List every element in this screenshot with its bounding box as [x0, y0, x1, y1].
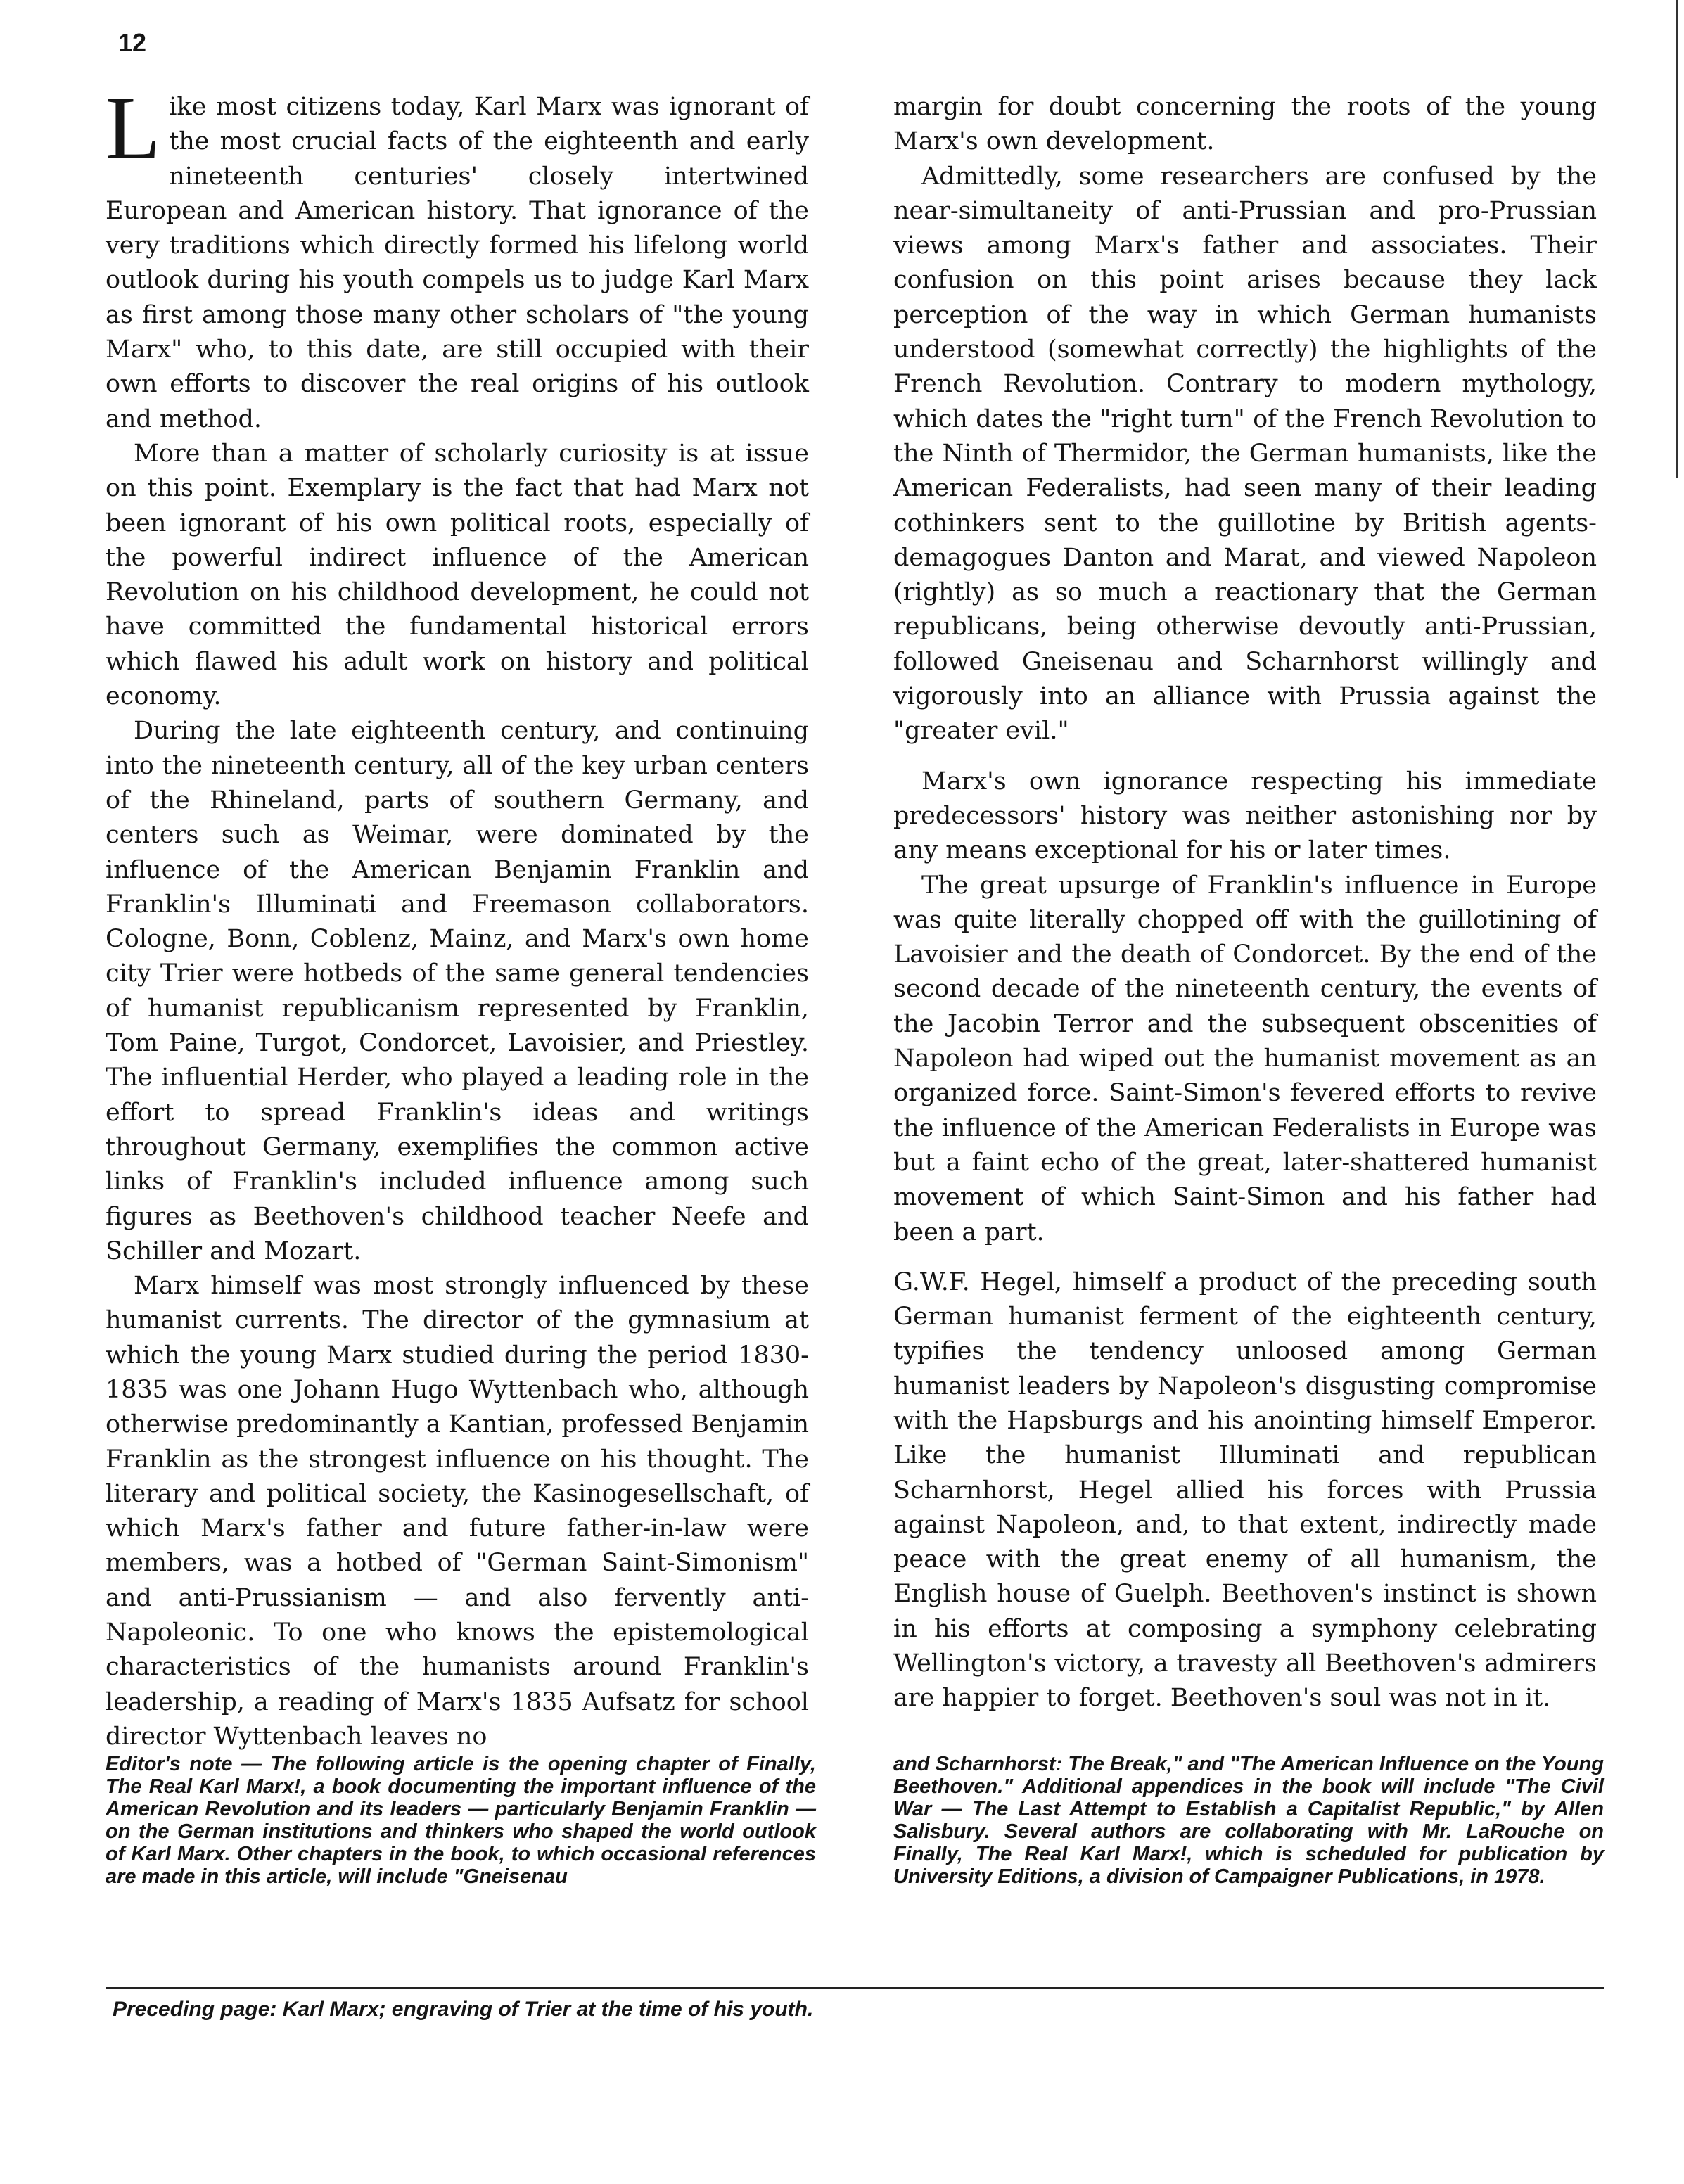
article-column-left — [106, 78, 810, 1754]
article-paragraph: margin for doubt concerning the roots of the young Marx's own development. — [893, 93, 1597, 156]
article-paragraph: Marx's own ignorance respecting his immediate predecessors' history was neither astonishing nor by any means exceptional for his or later times. — [893, 767, 1597, 865]
article-paragraph: During the late eighteenth century, and continuing into the nineteenth century, all of the key urban centers of the Rhineland, parts of southern Germany, and centers such as Weimar, were dominated by the influence of the American Benjamin Franklin and Franklin's Illuminati and Freemason collaborators. Cologne, Bonn, Coblenz, Mainz, and Marx's own home city Trier were hotbeds of the same general tendencies of humanist republicanism represented by Franklin, Tom Paine, Turgot, Condorcet, Lavoisier, and Priestley. The influential Herder, who played a leading role in the effort to spread Franklin's ideas and writings throughout Germany, exemplifies the common active links of Franklin's included influence among such figures as Beethoven's childhood teacher Neefe and Schiller and Mozart. — [106, 717, 809, 1265]
image-caption: Preceding page: Karl Marx; engraving of Trier at the time of his youth. — [113, 1998, 814, 2021]
article-paragraph: Admittedly, some researchers are confused by the near-simultaneity of anti-Prussian and pro-Prussian views among Marx's father and associates. Their confusion on this point arises because they lack perception of the way in which German humanists understood (somewhat correctly) the highlights of the French Revolution. Contrary to modern mythology, which dates the "right turn" of the French Revolution to the Ninth of Thermidor, the German humanists, like the American Federalists, had seen many of their leading cothinkers sent to the guillotine by British agents-demagogues Danton and Marat, and viewed Napoleon (rightly) as so much a reactionary that the German republicans, being otherwise devoutly anti-Prussian, followed Gneisenau and Scharnhorst willingly and vigorously into an alliance with Prussia against the "greater evil." — [893, 162, 1597, 746]
article-column-right — [893, 90, 1597, 1716]
article-paragraph: The great upsurge of Franklin's influence in Europe was quite literally chopped off with the guillotining of Lavoisier and the death of Condorcet. By the end of the second decade of the nineteenth century, the events of the Jacobin Terror and the subsequent obscenities of Napoleon had wiped out the humanist movement as an organized force. Saint-Simon's fevered efforts to revive the influence of the American Federalists in Europe was but a faint echo of the great, later-shattered humanist movement of which Saint-Simon and his father had been a part. — [893, 871, 1597, 1246]
article-paragraph — [106, 78, 809, 437]
page-number: 12 — [118, 28, 147, 57]
page-edge-line — [1676, 0, 1678, 478]
drop-cap: L — [106, 78, 161, 178]
paragraph-text: ike most citizens today, Karl Marx was ignorant of the most crucial facts of the eighteenth and early nineteenth centuries' closely intertwined European and American history. That ignorance of the very traditions which directly formed his lifelong world outlook during his youth compels us to judge Karl Marx as first among those many other scholars of "the young Marx" who, to this date, are still occupied with their own efforts to discover the real origins of his outlook and method. — [106, 93, 809, 433]
article-paragraph: More than a matter of scholarly curiosity is at issue on this point. Exemplary is the fact that had Marx not been ignorant of his own political roots, especially of the powerful indirect influence of the American Revolution on his childhood development, he could not have committed the fundamental historical errors which flawed his adult work on history and political economy. — [106, 439, 809, 711]
editors-note-text: and Scharnhorst: The Break," and "The American Influence on the Young Beethoven." Additional appendices in the book will include "The Civil War — The Last Attempt to Establish a Capitalist Republic," by Allen Salisbury. Several authors are collaborating with Mr. LaRouche on Finally, The Real Karl Marx!, which is scheduled for publication by University Editions, a division of Campaigner Publications, in 1978. — [893, 1753, 1604, 1888]
editors-note-left — [106, 1753, 816, 1888]
editors-note-text: Editor's note — The following article is the opening chapter of Finally, The Real Karl Marx!, a book documenting the important influence of the American Revolution and its leaders — particularly Benjamin Franklin — on the German institutions and thinkers who shaped the world outlook of Karl Marx. Other chapters in the book, to which occasional references are made in this article, will include "Gneisenau — [106, 1753, 816, 1888]
article-paragraph: G.W.F. Hegel, himself a product of the preceding south German humanist ferment of the eighteenth century, typifies the tendency unloosed among German humanist leaders by Napoleon's disgusting compromise with the Hapsburgs and his anointing himself Emperor. Like the humanist Illuminati and republican Scharnhorst, Hegel allied his forces with Prussia against Napoleon, and, to that extent, indirectly made peace with the great enemy of all humanism, the English house of Guelph. Beethoven's instinct is shown in his efforts at composing a symphony celebrating Wellington's victory, a travesty all Beethoven's admirers are happier to forget. Beethoven's soul was not in it. — [893, 1267, 1597, 1713]
horizontal-rule — [106, 1987, 1604, 1989]
article-paragraph: Marx himself was most strongly influenced by these humanist currents. The director of the gymnasium at which the young Marx studied during the period 1830-1835 was one Johann Hugo Wyttenbach who, although otherwise predominantly a Kantian, professed Benjamin Franklin as the strongest influence on his thought. The literary and political society, the Kasinogesellschaft, of which Marx's father and future father-in-law were members, was a hotbed of "German Saint-Simonism" and anti-Prussianism — and also fervently anti-Napoleonic. To one who knows the epistemological characteristics of the humanists around Franklin's leadership, a reading of Marx's 1835 Aufsatz for school director Wyttenbach leaves no — [106, 1272, 810, 1751]
editors-note-right — [893, 1753, 1604, 1888]
